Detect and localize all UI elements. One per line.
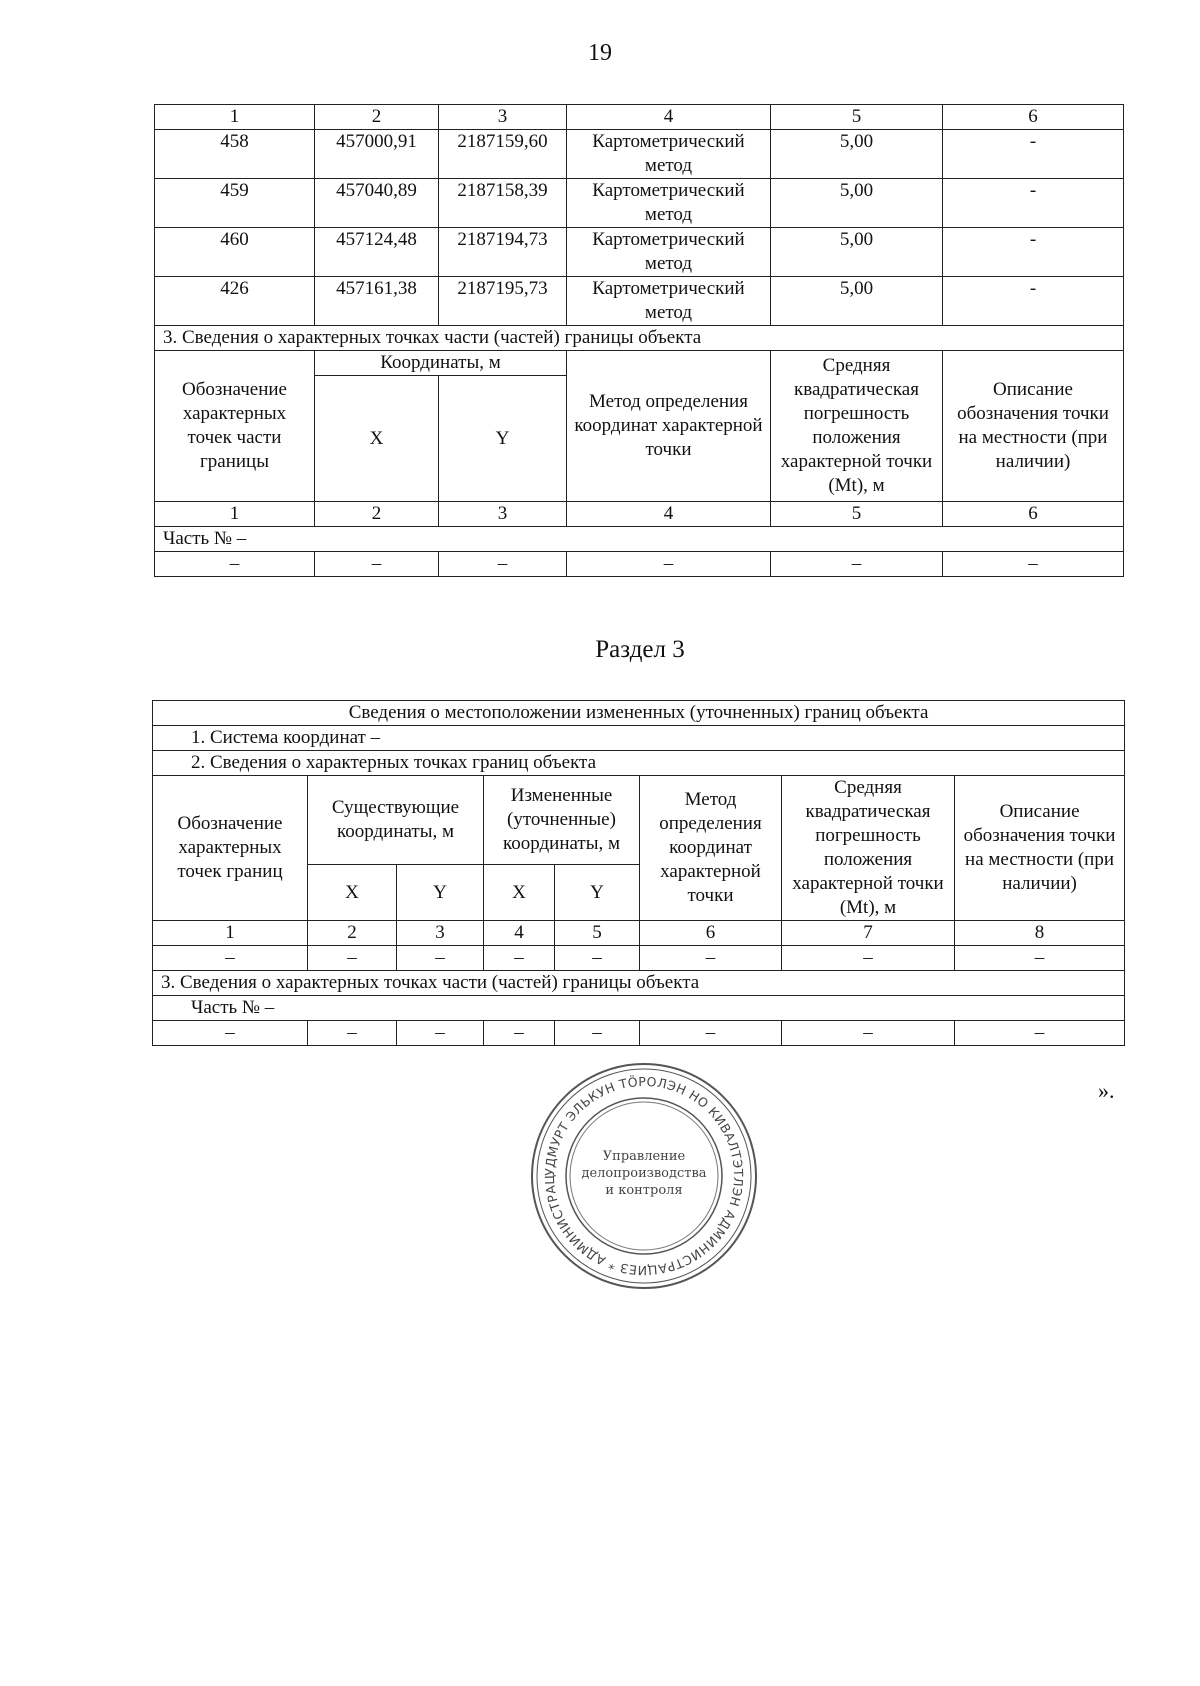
table-row [153,946,1125,971]
method: Картометрический метод [567,277,771,326]
empty-cell: – [943,552,1124,577]
empty-cell: – [308,946,397,971]
table-row [155,130,1124,179]
col-number: 6 [943,105,1124,130]
empty-cell: – [397,946,484,971]
part-section-title: 3. Сведения о характерных точках части (частей) границы объекта [153,971,1125,996]
empty-cell: – [555,946,640,971]
header-error: Средняя квадратическая погрешность положения характерной точки (Mt), м [771,351,943,502]
description: - [943,228,1124,277]
col-number: 7 [782,921,955,946]
coord-y: 2187158,39 [439,179,567,228]
header-changed-y: Y [555,865,640,921]
col-number: 3 [439,105,567,130]
col-number: 4 [484,921,555,946]
header-description: Описание обозначения точки на местности (при наличии) [943,351,1124,502]
coord-y: 2187159,60 [439,130,567,179]
empty-cell: – [555,1021,640,1046]
table-row [155,552,1124,577]
point-id: 458 [155,130,315,179]
point-id: 460 [155,228,315,277]
coord-x: 457124,48 [315,228,439,277]
boundary-points-table [154,104,1124,577]
header-numbers-row [153,921,1125,946]
seal-icon [528,1060,760,1292]
col-number: 1 [153,921,308,946]
error: 5,00 [771,228,943,277]
description: - [943,277,1124,326]
empty-cell: – [771,552,943,577]
table-row [153,1021,1125,1046]
col-number: 5 [555,921,640,946]
col-number: 4 [567,502,771,527]
col-number: 6 [943,502,1124,527]
col-number: 8 [955,921,1125,946]
table-row [155,179,1124,228]
header-method: Метод определения координат характерной точки [640,776,782,921]
header-coords: Координаты, м [315,351,567,376]
col-number: 1 [155,502,315,527]
empty-cell: – [397,1021,484,1046]
section-title: Сведения о местоположении измененных (уточненных) границ объекта [153,701,1125,726]
header-x: X [315,376,439,502]
empty-cell: – [567,552,771,577]
point-id: 459 [155,179,315,228]
table-row [155,228,1124,277]
empty-cell: – [153,946,308,971]
coord-x: 457040,89 [315,179,439,228]
empty-cell: – [153,1021,308,1046]
empty-cell: – [484,1021,555,1046]
header-existing-x: X [308,865,397,921]
svg-text:Управлениеделопроизводстваи ко: Управление делопроизводства и контроля [581,1149,707,1198]
col-number: 2 [315,502,439,527]
method: Картометрический метод [567,228,771,277]
part-label: Часть № – [153,996,1125,1021]
error: 5,00 [771,277,943,326]
header-existing-y: Y [397,865,484,921]
part-label: Часть № – [155,527,1124,552]
method: Картометрический метод [567,130,771,179]
empty-cell: – [640,1021,782,1046]
header-changed-coords: Измененные (уточненные) координаты, м [484,776,640,865]
table-row [155,277,1124,326]
description: - [943,179,1124,228]
point-id: 426 [155,277,315,326]
coord-x: 457161,38 [315,277,439,326]
empty-cell: – [484,946,555,971]
empty-cell: – [155,552,315,577]
part-section-title: 3. Сведения о характерных точках части (частей) границы объекта [155,326,1124,351]
coord-y: 2187195,73 [439,277,567,326]
empty-cell: – [640,946,782,971]
col-number: 6 [640,921,782,946]
closing-quote: ». [1098,1078,1115,1103]
col-number: 2 [315,105,439,130]
col-number: 3 [397,921,484,946]
header-numbers-row [155,502,1124,527]
col-number: 3 [439,502,567,527]
col-number: 1 [155,105,315,130]
description: - [943,130,1124,179]
col-number: 2 [308,921,397,946]
official-seal [528,1060,760,1292]
col-number: 5 [771,502,943,527]
col-number: 4 [567,105,771,130]
header-description: Описание обозначения точки на местности (при наличии) [955,776,1125,921]
header-point: Обозначение характерных точек границ [153,776,308,921]
points-title: 2. Сведения о характерных точках границ объекта [153,751,1125,776]
empty-cell: – [439,552,567,577]
header-y: Y [439,376,567,502]
column-numbers-row [155,105,1124,130]
header-point: Обозначение характерных точек части границы [155,351,315,502]
coordinate-system: 1. Система координат – [153,726,1125,751]
page-number: 19 [588,40,612,66]
error: 5,00 [771,130,943,179]
empty-cell: – [782,1021,955,1046]
empty-cell: – [782,946,955,971]
coord-x: 457000,91 [315,130,439,179]
header-error: Средняя квадратическая погрешность положения характерной точки (Mt), м [782,776,955,921]
empty-cell: – [955,946,1125,971]
col-number: 5 [771,105,943,130]
section-heading: Раздел 3 [595,636,685,663]
error: 5,00 [771,179,943,228]
svg-text:УДМУРТ ЭЛЬКУН ТӦРОЛЭН НО КИВАЛ: УДМУРТ ЭЛЬКУН ТӦРОЛЭН НО КИВАЛТЭТЛЭН АДМИНИСТРАЦИЕЗ * АДМИНИСТРАЦ [541,1073,747,1279]
header-method: Метод определения координат характерной точки [567,351,771,502]
header-changed-x: X [484,865,555,921]
header-existing-coords: Существующие координаты, м [308,776,484,865]
method: Картометрический метод [567,179,771,228]
empty-cell: – [308,1021,397,1046]
coord-y: 2187194,73 [439,228,567,277]
changed-boundaries-table [152,700,1125,1046]
empty-cell: – [315,552,439,577]
empty-cell: – [955,1021,1125,1046]
